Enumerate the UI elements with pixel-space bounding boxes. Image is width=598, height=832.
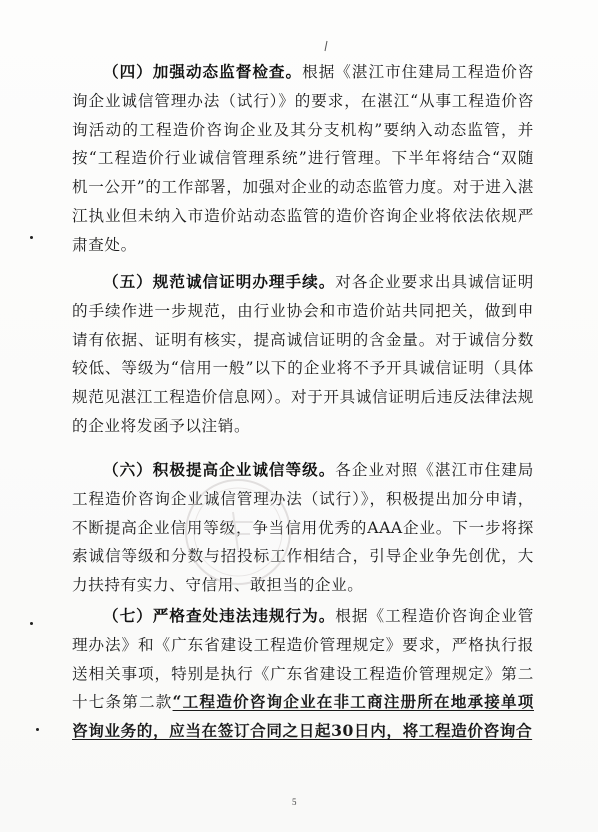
paragraph-heading: （六）积极提高企业诚信等级。 [103,460,336,479]
faint-seal-stamp [178,472,298,592]
margin-dot [36,728,39,731]
paragraph-4 [72,58,534,260]
pen-mark [322,40,330,52]
paragraph-heading: （四）加强动态监督检查。 [103,62,303,81]
underlined-quote: “工程造价咨询企业在非工商注册所在地承接单项咨询业务的，应当在签订合同之日起30日内，将工程造价咨询合 [72,692,534,741]
margin-dot [30,622,33,625]
margin-dot [30,236,33,239]
paragraph-6 [72,456,534,600]
paragraph-heading: （五）规范诚信证明办理手续。 [103,272,336,291]
paragraph-heading: （七）严格查处违法违规行为。 [103,606,336,625]
paragraph-body: 根据《工程造价咨询企业管理办法》和《广东省建设工程造价管理规定》要求，严格执行报送相关事项，特别是执行《广东省建设工程造价管理规定》第二十七条第二款 [72,607,535,712]
paragraph-body: 各企业对照《湛江市住建局工程造价咨询企业诚信管理办法（试行）》，积极提出加分申请，不断提高企业信用等级，争当信用优秀的AAA企业。下一步将探索诚信等级和分数与招投标工作相结合，引导企业争先创优，大力扶持有实力、守信用、敢担当的企业。 [72,461,535,595]
paragraph-5 [72,268,534,441]
paragraph-body: 对各企业要求出具诚信证明的手续作进一步规范，由行业协会和市造价站共同把关，做到申请有依据、证明有核实，提高诚信证明的含金量。对于诚信分数较低、等级为“信用一般”以下的企业将不予开具诚信证明（具体规范见湛江工程造价信息网）。对于开具诚信证明后违反法律法规的企业将发函予以注销。 [72,273,535,435]
paragraph-body: 根据《湛江市住建局工程造价咨询企业诚信管理办法（试行）》的要求，在湛江“从事工程造价咨询活动的工程造价咨询企业及其分支机构”要纳入动态监管，并按“工程造价行业诚信管理系统”进行管理。下半年将结合“双随机一公开”的工作部署，加强对企业的动态监管力度。对于进入湛江执业但未纳入市造价站动态监管的造价咨询企业将依法依规严肃查处。 [72,63,534,254]
page-number: 5 [292,797,297,807]
paragraph-7 [72,602,534,746]
